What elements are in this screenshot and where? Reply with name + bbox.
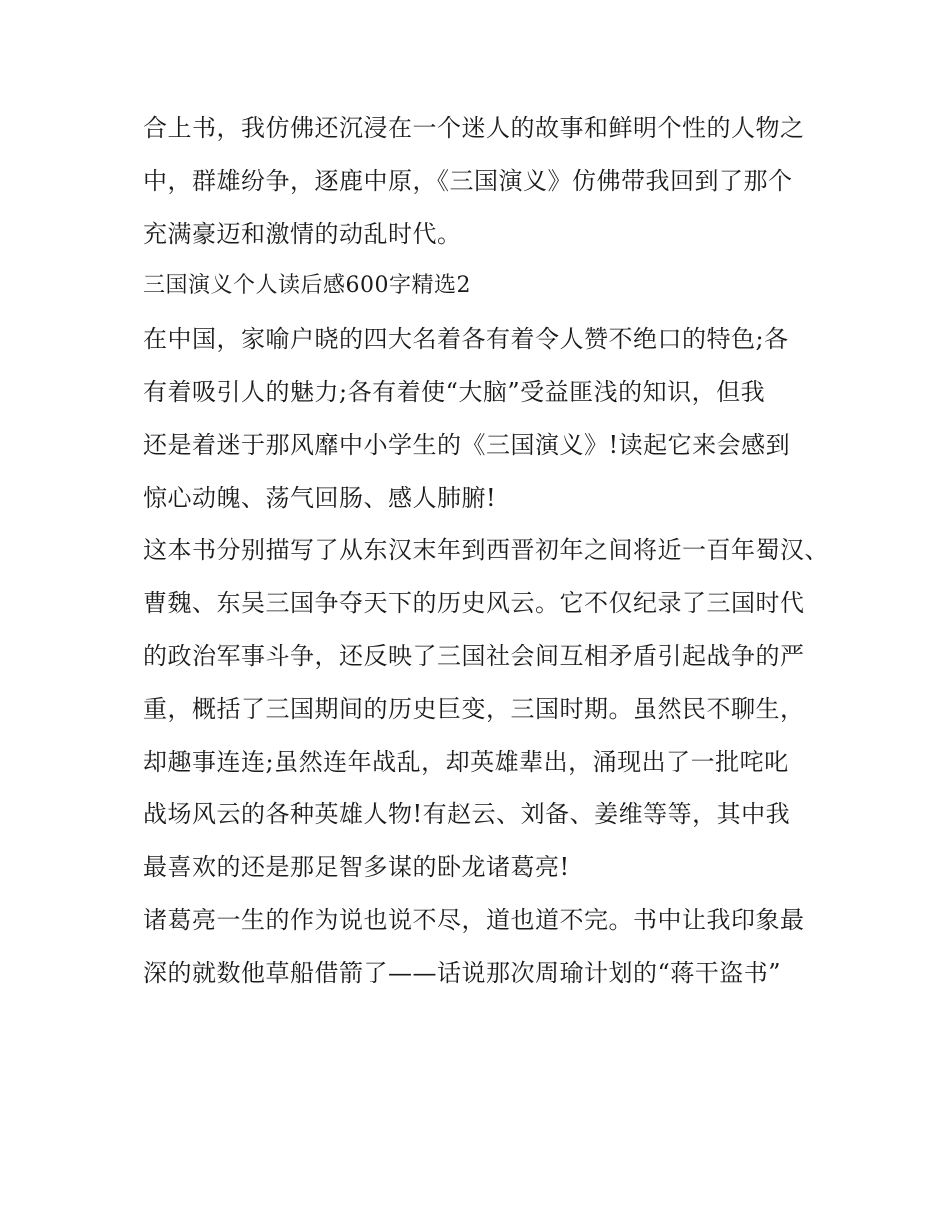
paragraph-line: 深的就数他草船借箭了——话说那次周瑜计划的“蒋干盗书” [143, 958, 782, 987]
paragraph-line: 的政治军事斗争，还反映了三国社会间互相矛盾引起战争的严 [143, 641, 805, 670]
paragraph-line: 充满豪迈和激情的动乱时代。 [143, 219, 462, 248]
paragraph-line: 惊心动魄、荡气回肠、感人肺腑! [143, 483, 497, 512]
paragraph-line: 中，群雄纷争，逐鹿中原，《三国演义》仿佛带我回到了那个 [143, 166, 793, 195]
paragraph-line: 曹魏、东吴三国争夺天下的历史风云。它不仅纪录了三国时代 [143, 589, 805, 618]
paragraph-line: 合上书，我仿佛还沉浸在一个迷人的故事和鲜明个性的人物之 [143, 114, 805, 142]
paragraph-line: 还是着迷于那风靡中小学生的《三国演义》!读起它来会感到 [143, 430, 791, 459]
paragraph-line: 诸葛亮一生的作为说也说不尽，道也道不完。书中让我印象最 [143, 905, 805, 934]
paragraph-line: 在中国，家喻户晓的四大名着各有着令人赞不绝口的特色;各 [143, 325, 789, 354]
paragraph-line: 战场风云的各种英雄人物!有赵云、刘备、姜维等等，其中我 [143, 800, 791, 829]
paragraph-line: 有着吸引人的魅力;各有着使“大脑”受益匪浅的知识，但我 [143, 377, 766, 406]
paragraph-line: 最喜欢的还是那足智多谋的卧龙诸葛亮! [143, 853, 570, 882]
section-heading: 三国演义个人读后感600字精选2 [143, 273, 471, 299]
document-body [143, 108, 843, 1006]
paragraph-line: 重，概括了三国期间的历史巨变，三国时期。虽然民不聊生， [143, 694, 805, 723]
paragraph-line: 却趣事连连;虽然连年战乱，却英雄辈出，涌现出了一批咤叱 [143, 747, 789, 776]
paragraph-line: 这本书分别描写了从东汉末年到西晋初年之间将近一百年蜀汉、 [143, 536, 829, 565]
